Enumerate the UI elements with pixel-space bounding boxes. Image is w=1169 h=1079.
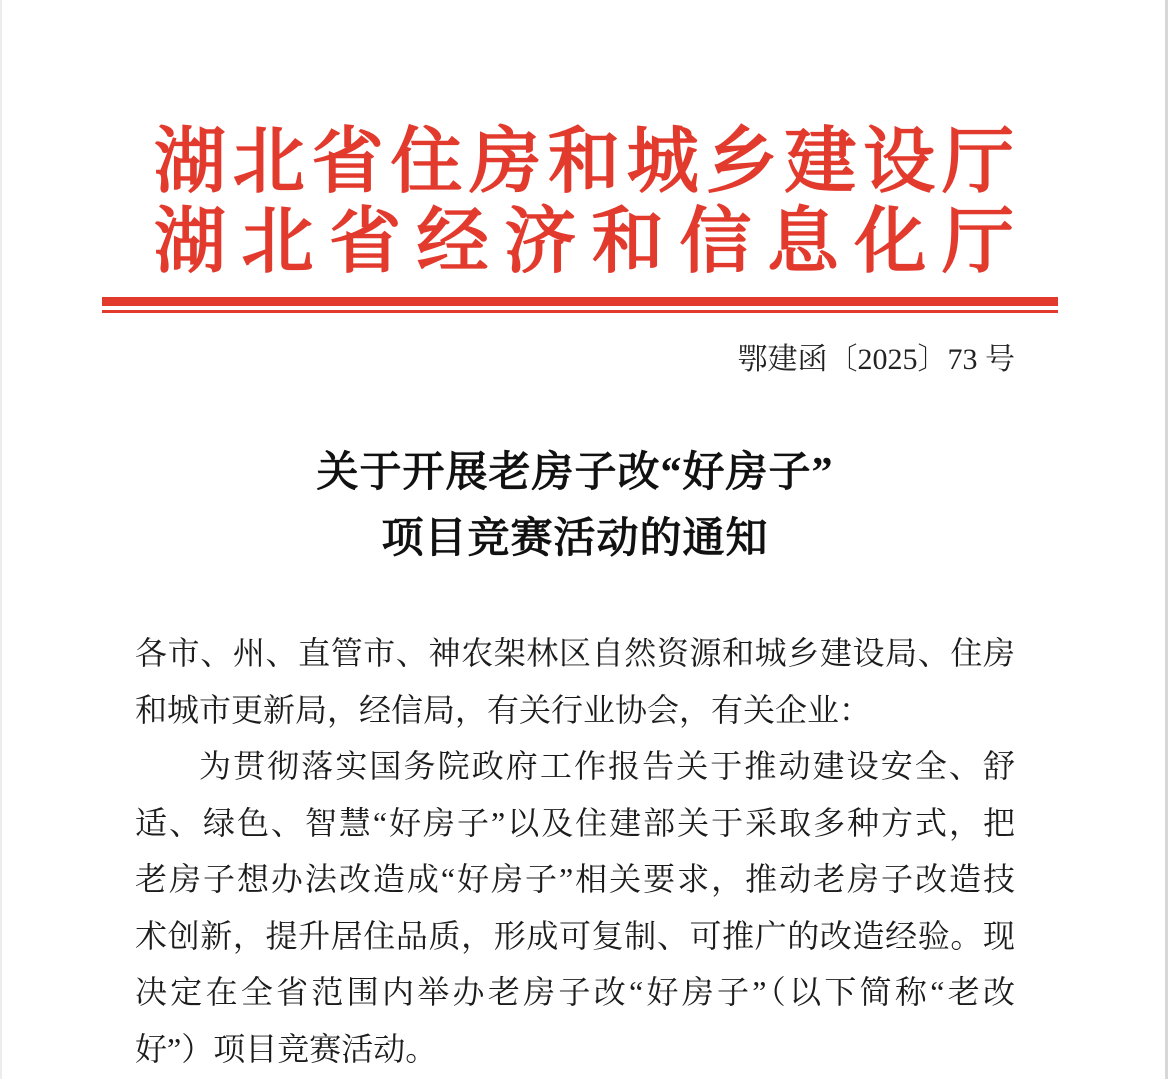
body-line: 术创新，提升居住品质，形成可复制、可推广的改造经验。现 — [135, 917, 1015, 954]
document-title-line-2: 项目竞赛活动的通知 — [381, 516, 769, 562]
body-line: 老房子想办法改造成“好房子”相关要求，推动老房子改造技 — [135, 861, 1015, 897]
page-left-edge — [0, 0, 2, 1079]
red-letterhead — [154, 122, 1014, 282]
document-title — [135, 440, 1015, 572]
red-separator-thin-line — [102, 310, 1058, 313]
document-body — [135, 625, 1015, 1077]
body-line-addressees-1: 各市、州、直管市、神农架林区自然资源和城乡建设局、住房 — [135, 635, 1015, 671]
page-right-edge — [1165, 0, 1168, 1079]
agency-name-line-1: 湖北省住房和城乡建设厅 — [154, 122, 1014, 202]
red-separator-thick-line — [102, 297, 1058, 306]
body-line-paragraph-start: 为贯彻落实国务院政府工作报告关于推动建设安全、舒 — [199, 748, 1015, 784]
document-number: 鄂建函〔2025〕73 号 — [737, 343, 1015, 376]
body-line-addressees-2: 和城市更新局，经信局，有关行业协会，有关企业： — [135, 691, 872, 728]
body-line-paragraph-end: 好”）项目竞赛活动。 — [135, 1030, 438, 1067]
document-title-line-1: 关于开展老房子改“好房子” — [316, 450, 834, 496]
body-line: 决定在全省范围内举办老房子改“好房子”（以下简称“老改 — [135, 974, 1015, 1010]
agency-name-line-2: 湖北省经济和信息化厅 — [154, 202, 1014, 282]
body-line: 适、绿色、智慧“好房子”以及住建部关于采取多种方式，把 — [135, 804, 1015, 841]
